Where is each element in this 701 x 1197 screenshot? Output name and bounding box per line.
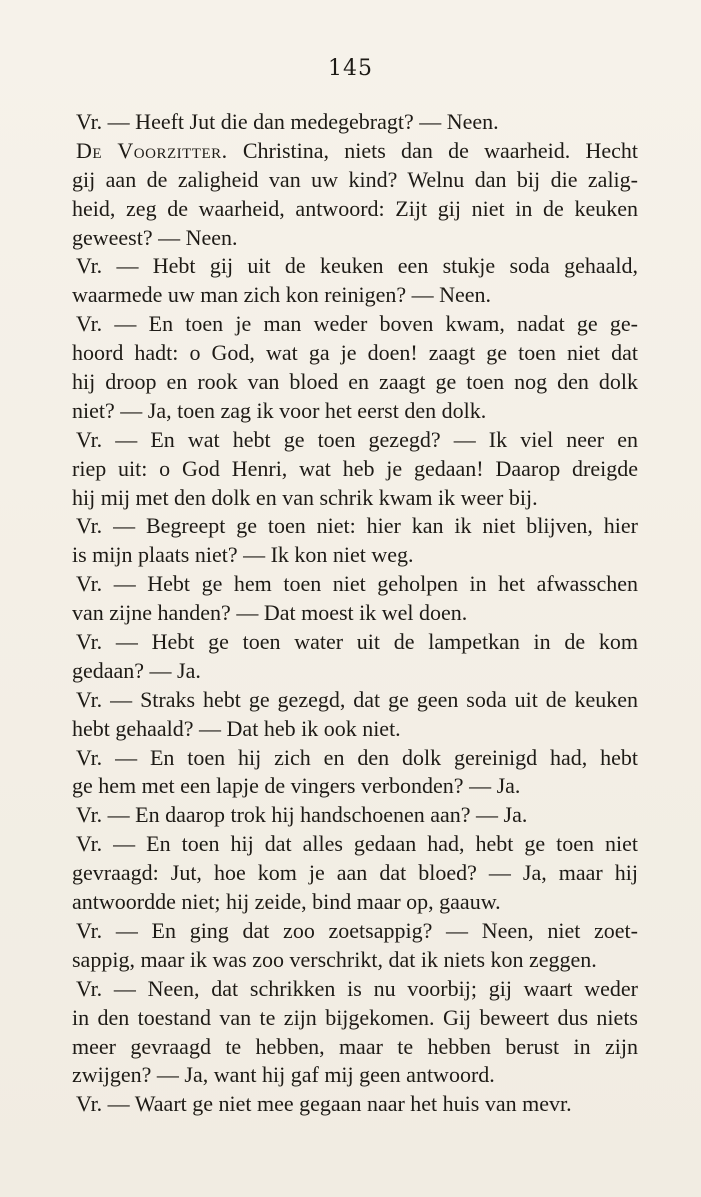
paragraph	[72, 628, 638, 686]
text-line: van zijne handen? — Dat moest ik wel doen.	[72, 600, 468, 626]
text-line: gedaan? — Ja.	[72, 657, 201, 683]
paragraph	[72, 426, 638, 513]
text-line: zwijgen? — Ja, want hij gaf mij geen antwoord.	[72, 1062, 495, 1088]
paragraph	[72, 137, 638, 253]
text-line: Vr. — En toen hij zich en den dolk gereinigd had, hebt	[76, 744, 638, 770]
text-line: in den toestand van te zijn bijgekomen. Gij beweert dus niets	[72, 1004, 638, 1030]
text-line: Vr. — Hebt ge toen water uit de lampetkan in de kom	[76, 629, 638, 655]
text-line: waarmede uw man zich kon reinigen? — Neen.	[72, 282, 492, 308]
text-line: Vr. — En toen hij dat alles gedaan had, hebt ge toen niet	[76, 831, 638, 857]
paragraph	[72, 108, 638, 137]
paragraph	[72, 686, 638, 744]
text-line: hebt gehaald? — Dat heb ik ook niet.	[72, 715, 401, 741]
text-line: hij mij met den dolk en van schrik kwam ik weer bij.	[72, 484, 538, 510]
line-text: Christina, niets dan de waarheid. Hecht	[227, 137, 638, 163]
text-line: sappig, maar ik was zoo verschrikt, dat ik niets kon zeggen.	[72, 946, 597, 972]
text-line: Vr. — Hebt gij uit de keuken een stukje soda gehaald,	[76, 253, 638, 279]
speaker-label: De Voorzitter.	[76, 137, 228, 163]
paragraph	[72, 744, 638, 802]
page-number: 145	[328, 56, 373, 81]
text-line: is mijn plaats niet? — Ik kon niet weg.	[72, 542, 414, 568]
paragraph	[72, 917, 638, 975]
paragraph	[72, 512, 638, 570]
text-line: antwoordde niet; hij zeide, bind maar op, gaauw.	[72, 889, 501, 915]
text-line: niet? — Ja, toen zag ik voor het eerst den dolk.	[72, 397, 487, 423]
text-line: hij droop en rook van bloed en zaagt ge toen nog den dolk	[72, 369, 638, 395]
text-line: Vr. — Heeft Jut die dan medegebragt? — Neen.	[76, 109, 499, 134]
text-line: Vr. — En ging dat zoo zoetsappig? — Neen, niet zoet-	[76, 917, 638, 943]
text-line: hoord hadt: o God, wat ga je doen! zaagt ge toen niet dat	[72, 340, 638, 366]
body-text	[72, 108, 638, 1119]
text-line	[72, 137, 638, 166]
paragraph	[72, 830, 638, 917]
text-line: Vr. — En wat hebt ge toen gezegd? — Ik viel neer en	[76, 426, 638, 452]
text-line: Vr. — Neen, dat schrikken is nu voorbij; gij waart weder	[76, 975, 638, 1001]
text-line: gij aan de zaligheid van uw kind? Welnu dan bij die zalig-	[72, 166, 638, 192]
text-line: riep uit: o God Henri, wat heb je gedaan! Daarop dreigde	[72, 455, 638, 481]
text-line: Vr. — Begreept ge toen niet: hier kan ik niet blijven, hier	[76, 513, 638, 539]
text-line: geweest? — Neen.	[72, 224, 238, 250]
text-line: meer gevraagd te hebben, maar te hebben berust in zijn	[72, 1033, 638, 1059]
paragraph	[72, 310, 638, 426]
paragraph	[72, 1090, 638, 1119]
text-line: Vr. — En daarop trok hij handschoenen aan? — Ja.	[76, 802, 528, 828]
text-line: gevraagd: Jut, hoe kom je aan dat bloed? — Ja, maar hij	[72, 860, 638, 886]
text-line: heid, zeg de waarheid, antwoord: Zijt gij niet in de keuken	[72, 195, 638, 221]
paragraph	[72, 570, 638, 628]
text-line: Vr. — Hebt ge hem toen niet geholpen in het afwasschen	[76, 571, 638, 597]
paragraph	[72, 975, 638, 1091]
paragraph	[72, 801, 638, 830]
text-line: Vr. — Waart ge niet mee gegaan naar het huis van mevr.	[76, 1091, 572, 1117]
paragraph	[72, 252, 638, 310]
text-line: ge hem met een lapje de vingers verbonden? — Ja.	[72, 773, 521, 799]
text-line: Vr. — En toen je man weder boven kwam, nadat ge ge-	[76, 311, 638, 337]
text-line: Vr. — Straks hebt ge gezegd, dat ge geen soda uit de keuken	[76, 686, 638, 712]
